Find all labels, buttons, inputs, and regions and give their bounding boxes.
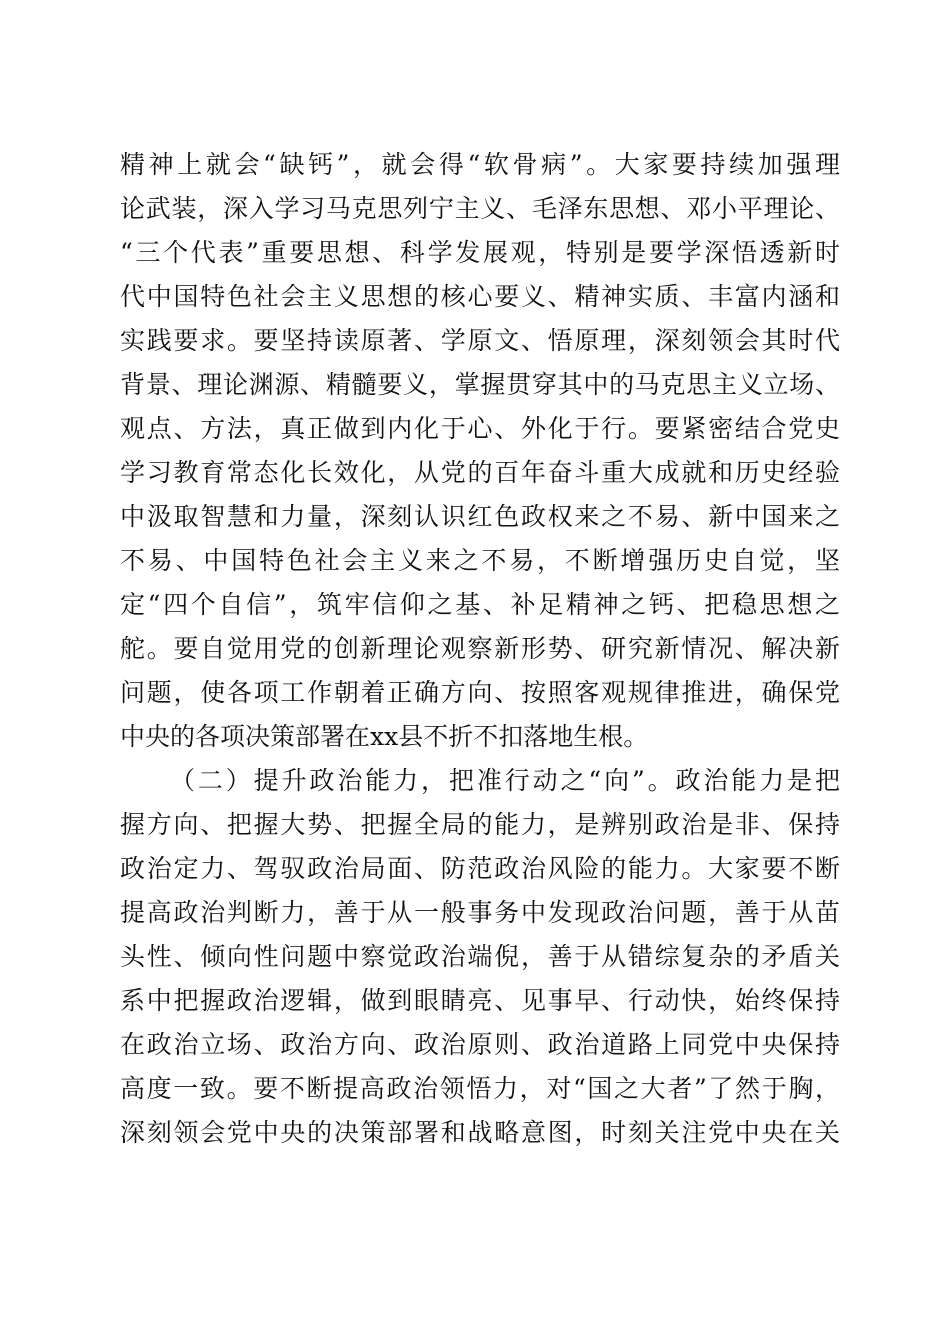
text-line: 问题，使各项工作朝着正确方向、按照客观规律推进，确保党	[120, 678, 840, 707]
text-line: 精神上就会“缺钙”，就会得“软骨病”。大家要持续加强理	[120, 150, 840, 179]
section-heading-line: （二）提升政治能力，把准行动之“向”。政治能力是把	[170, 766, 840, 795]
text-line: 背景、理论渊源、精髓要义，掌握贯穿其中的马克思主义立场、	[120, 370, 840, 399]
text-line: 定“四个自信”，筑牢信仰之基、补足精神之钙、把稳思想之	[120, 590, 840, 619]
text-line: “三个代表”重要思想、科学发展观，特别是要学深悟透新时	[120, 238, 840, 267]
text-line: 头性、倾向性问题中察觉政治端倪，善于从错综复杂的矛盾关	[120, 942, 840, 971]
text-line: 在政治立场、政治方向、政治原则、政治道路上同党中央保持	[120, 1030, 840, 1059]
text-line: 握方向、把握大势、把握全局的能力，是辨别政治是非、保持	[120, 810, 840, 839]
text-line: 学习教育常态化长效化，从党的百年奋斗重大成就和历史经验	[120, 458, 840, 487]
text-line: 代中国特色社会主义思想的核心要义、精神实质、丰富内涵和	[120, 282, 840, 311]
text-line: 深刻领会党中央的决策部署和战略意图，时刻关注党中央在关	[120, 1118, 840, 1147]
text-line: 政治定力、驾驭政治局面、防范政治风险的能力。大家要不断	[120, 854, 840, 883]
text-line: 实践要求。要坚持读原著、学原文、悟原理，深刻领会其时代	[120, 326, 840, 355]
text-line: 论武装，深入学习马克思列宁主义、毛泽东思想、邓小平理论、	[120, 194, 840, 223]
text-line: 舵。要自觉用党的创新理论观察新形势、研究新情况、解决新	[120, 634, 840, 663]
text-line: 中汲取智慧和力量，深刻认识红色政权来之不易、新中国来之	[120, 502, 840, 531]
text-line: 高度一致。要不断提高政治领悟力，对“国之大者”了然于胸，	[120, 1074, 840, 1103]
text-line: 不易、中国特色社会主义来之不易，不断增强历史自觉，坚	[120, 546, 840, 575]
text-line: 系中把握政治逻辑，做到眼睛亮、见事早、行动快，始终保持	[120, 986, 840, 1015]
text-line: 观点、方法，真正做到内化于心、外化于行。要紧密结合党史	[120, 414, 840, 443]
text-line: 中央的各项决策部署在xx县不折不扣落地生根。	[120, 722, 649, 751]
text-line: 提高政治判断力，善于从一般事务中发现政治问题，善于从苗	[120, 898, 840, 927]
